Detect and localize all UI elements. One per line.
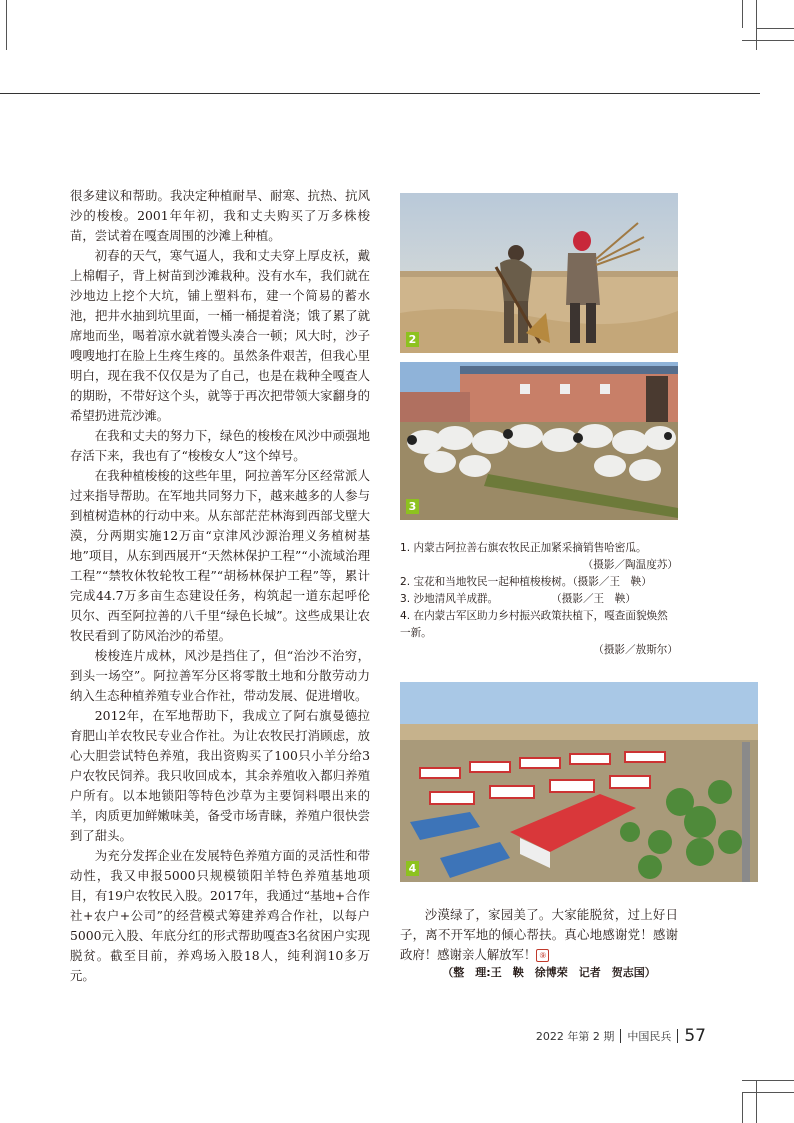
crop-mark-top-right — [742, 0, 794, 50]
caption-1: 1. 内蒙古阿拉善右旗农牧民正加紧采摘销售哈密瓜。 — [400, 542, 647, 554]
crop-mark-bottom-right — [742, 1070, 794, 1123]
caption-4: 4. 在内蒙古军区助力乡村振兴政策扶植下，嘎查面貌焕然一新。 — [400, 610, 668, 639]
magazine-name: 中国民兵 — [627, 1030, 672, 1043]
article-body-right — [400, 905, 678, 965]
article-body-left — [70, 186, 370, 986]
header-rule — [0, 93, 760, 94]
paragraph: 很多建议和帮助。我决定种植耐旱、耐寒、抗热、抗风沙的梭梭。2001年年初，我和丈夫购买了万多株梭苗，尝试着在嘎查周围的沙滩上种植。 — [70, 188, 370, 243]
paragraph: 梭梭连片成林，风沙是挡住了，但“治沙不治穷，到头一场空”。阿拉善军分区将零散土地和分散劳动力纳入生态种植养殖专业合作社，带动发展、促进增收。 — [70, 648, 370, 703]
footer-divider — [620, 1029, 621, 1043]
closing-text: 沙漠绿了，家园美了。大家能脱贫，过上好日子，离不开军地的倾心帮扶。真心地感谢党！感谢政府！感谢亲人解放军！ — [400, 907, 678, 962]
photo-sheep — [400, 362, 678, 520]
caption-3: 3. 沙地清风羊成群。 （摄影／王 鞅） — [400, 593, 636, 605]
footer-divider — [677, 1029, 678, 1043]
paragraph: 为充分发挥企业在发展特色养殖方面的灵活性和带动性，我又申报5000只规模锁阳羊特色养殖基地项目，有19户农牧民入股。2017年，我通过“基地+合作社+农户+公司”的经营模式筹建养鸡合作社，以每户5000元入股、年底分红的形式帮助嘎查3名贫困户实现脱贫。截至目前，养鸡场入股18人，纯利润10多万元。 — [70, 848, 370, 983]
photo-planting-image — [400, 193, 678, 353]
paragraph — [400, 905, 678, 965]
photo-planting — [400, 193, 678, 353]
photo-sheep-image — [400, 362, 678, 520]
photo-number-badge: 3 — [406, 499, 419, 514]
paragraph: 在我和丈夫的努力下，绿色的梭梭在风沙中顽强地存活下来，我也有了“梭梭女人”这个绰号。 — [70, 428, 370, 463]
end-mark-icon: ⑨ — [536, 949, 549, 962]
page-footer — [536, 1026, 706, 1046]
page-number: 57 — [684, 1026, 706, 1046]
byline: （整 理:王 鞅 徐博荣 记者 贺志国） — [442, 966, 656, 979]
paragraph: 初春的天气，寒气逼人，我和丈夫穿上厚皮袄，戴上棉帽子，背上树苗到沙滩栽种。没有水车，我们就在沙地边上挖个大坑，铺上塑料布，建一个简易的蓄水池，把井水抽到坑里面，一桶一桶提着浇；饿了累了就席地而坐，喝着凉水就着馒头凑合一顿；风大时，沙子嗖嗖地打在脸上生疼生疼的。虽然条件艰苦，但我心里明白，现在我不仅仅是为了自己，也是在栽种全嘎查人的期盼，不带好这个头，就等于再次把带领大家翻身的希望扔进荒沙滩。 — [70, 248, 370, 423]
photo-number-badge: 2 — [406, 332, 419, 347]
paragraph: 在我种植梭梭的这些年里，阿拉善军分区经常派人过来指导帮助。在军地共同努力下，越来越多的人参与到植树造林的行动中来。从东部茫茫林海到西部戈壁大漠，分两期实施12万亩“京津风沙源治理义务植树基地”项目，从东到西展开“天然林保护工程”“小流域治理工程”“禁牧休牧轮牧工程”“胡杨林保护工程”等，累计完成44.7万多亩生态建设任务，构筑起一道东起呼伦贝尔、西至阿拉善的八千里“绿色长城”。这些成果让农牧民看到了防风治沙的希望。 — [70, 468, 370, 643]
caption-2: 2. 宝花和当地牧民一起种植梭梭树。（摄影／王 鞅） — [400, 576, 652, 588]
photo-village-image — [400, 682, 758, 882]
photo-number-badge: 4 — [406, 861, 419, 876]
photo-village — [400, 682, 758, 882]
crop-mark-top-left — [0, 0, 7, 50]
photo-captions — [400, 540, 678, 659]
issue-label: 2022 年第 2 期 — [535, 1030, 615, 1043]
caption-4-credit: （摄影／敖斯尔） — [593, 644, 678, 656]
caption-1-credit: （摄影／陶温度苏） — [582, 559, 678, 571]
paragraph: 2012年，在军地帮助下，我成立了阿右旗曼德拉育肥山羊农牧民专业合作社。为让农牧民打消顾虑，放心大胆尝试特色养殖，我出资购买了100只小羊分给3户农牧民饲养。我只收回成本，其余养殖收入都归养殖户所有。以本地锁阳等特色沙草为主要饲料喂出来的羊，肉质更加鲜嫩味美，备受市场青睐，养殖户很快尝到了甜头。 — [70, 708, 370, 843]
